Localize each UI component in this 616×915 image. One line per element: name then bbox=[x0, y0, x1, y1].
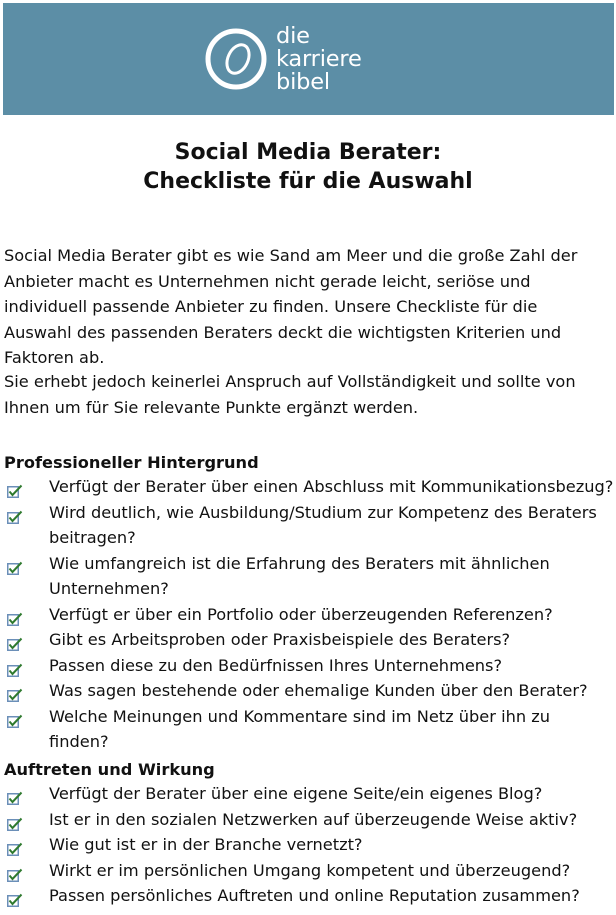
page-title-line-1: Social Media Berater: bbox=[174, 140, 442, 165]
checkbox-checked-icon bbox=[7, 608, 23, 622]
logo-text bbox=[276, 25, 362, 94]
checklist-item-text: Passen persönliches Auftreten und online Reputation zusammen? bbox=[49, 886, 580, 905]
section-heading-appearance-impact: Auftreten und Wirkung bbox=[4, 760, 215, 779]
checkbox-checked-icon bbox=[7, 864, 23, 878]
checklist-item bbox=[4, 602, 614, 628]
checklist-appearance-impact bbox=[4, 781, 614, 909]
logo-line-2: karriere bbox=[276, 46, 362, 72]
page-title-line-2: Checkliste für die Auswahl bbox=[143, 169, 473, 194]
checklist-item-text: Wird deutlich, wie Ausbildung/Studium zur Kompetenz des Beraters beitragen? bbox=[49, 502, 597, 547]
ring-logo-icon bbox=[202, 25, 270, 93]
checkbox-checked-icon bbox=[7, 480, 23, 494]
checklist-item-text: Welche Meinungen und Kommentare sind im Netz über ihn zu finden? bbox=[49, 706, 550, 751]
checkbox-checked-icon bbox=[7, 557, 23, 571]
checkbox-checked-icon bbox=[7, 787, 23, 801]
checklist-item bbox=[4, 858, 614, 884]
checklist-item-text: Verfügt der Berater über eine eigene Seite/ein eigenes Blog? bbox=[49, 784, 543, 803]
checklist-professional-background bbox=[4, 474, 614, 755]
checkbox-checked-icon bbox=[7, 813, 23, 827]
checklist-item-text: Gibt es Arbeitsproben oder Praxisbeispiele des Beraters? bbox=[49, 630, 511, 649]
page-title bbox=[0, 138, 616, 196]
checklist-item-text: Verfügt der Berater über einen Abschluss mit Kommunikationsbezug? bbox=[49, 477, 614, 496]
checklist-item bbox=[4, 781, 614, 807]
checklist-item bbox=[4, 653, 614, 679]
checklist-item bbox=[4, 807, 614, 833]
checkbox-checked-icon bbox=[7, 506, 23, 520]
checklist-item bbox=[4, 832, 614, 858]
checklist-item bbox=[4, 627, 614, 653]
section-heading-professional-background: Professioneller Hintergrund bbox=[4, 453, 259, 472]
checklist-item-text: Ist er in den sozialen Netzwerken auf überzeugende Weise aktiv? bbox=[49, 809, 578, 829]
checklist-item bbox=[4, 500, 614, 551]
checkbox-checked-icon bbox=[7, 684, 23, 698]
checkbox-checked-icon bbox=[7, 659, 23, 673]
logo bbox=[202, 25, 442, 103]
checkbox-checked-icon bbox=[7, 633, 23, 647]
checklist-item-text: Passen diese zu den Bedürfnissen Ihres Unternehmens? bbox=[49, 655, 503, 675]
checklist-item-text: Was sagen bestehende oder ehemalige Kunden über den Berater? bbox=[49, 681, 588, 700]
checklist-item bbox=[4, 474, 614, 500]
header-banner bbox=[3, 3, 614, 115]
intro-paragraph-2: Sie erhebt jedoch keinerlei Anspruch auf Vollständigkeit und sollte von Ihnen um für Sie relevante Punkte ergänzt werden. bbox=[4, 372, 576, 417]
checklist-item bbox=[4, 678, 614, 704]
checklist-item-text: Verfügt er über ein Portfolio oder überzeugenden Referenzen? bbox=[49, 604, 553, 624]
checklist-item bbox=[4, 704, 614, 755]
intro-paragraph-1: Social Media Berater gibt es wie Sand am Meer und die große Zahl der Anbieter macht es Unternehmen nicht gerade leicht, seriöse und individuell passende Anbieter zu finden. Unsere Checkliste für die Auswahl des passenden Beraters deckt die wichtigsten Kriterien und Faktoren ab. bbox=[4, 246, 578, 367]
checklist-item-text: Wie umfangreich ist die Erfahrung des Beraters mit ähnlichen Unternehmen? bbox=[49, 553, 550, 598]
checklist-item-text: Wie gut ist er in der Branche vernetzt? bbox=[49, 835, 363, 854]
checklist-item bbox=[4, 551, 614, 602]
checklist-item bbox=[4, 883, 614, 909]
logo-line-1: die bbox=[276, 23, 310, 49]
checkbox-checked-icon bbox=[7, 889, 23, 903]
checkbox-checked-icon bbox=[7, 838, 23, 852]
checkbox-checked-icon bbox=[7, 710, 23, 724]
checklist-item-text: Wirkt er im persönlichen Umgang kompetent und überzeugend? bbox=[49, 860, 571, 880]
logo-line-3: bibel bbox=[276, 69, 330, 95]
